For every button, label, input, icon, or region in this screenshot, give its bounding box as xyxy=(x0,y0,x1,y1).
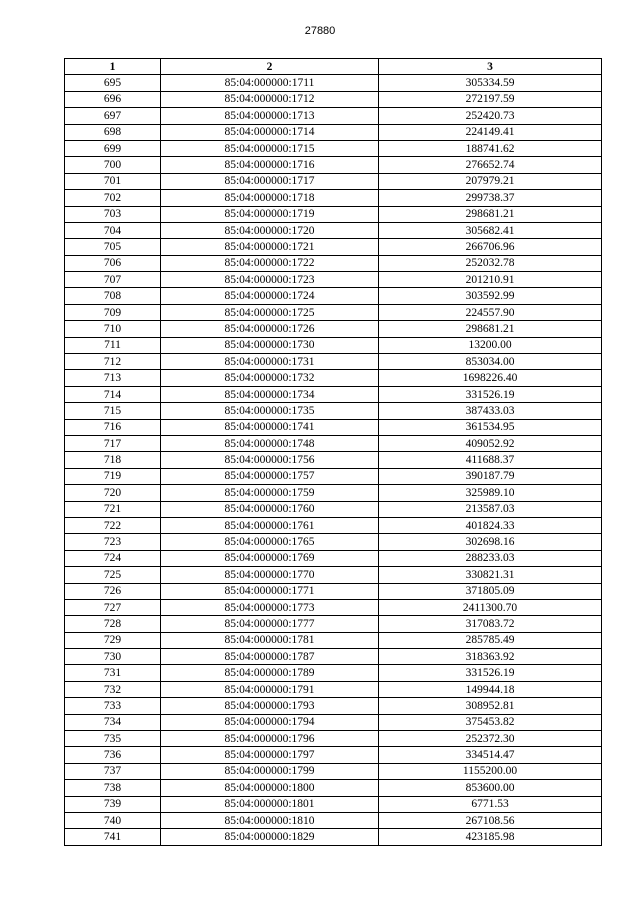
row-number-cell: 732 xyxy=(65,681,161,697)
value-cell: 334514.47 xyxy=(379,747,602,763)
value-cell: 298681.21 xyxy=(379,321,602,337)
cadastral-number-cell: 85:04:000000:1777 xyxy=(161,616,379,632)
value-cell: 853034.00 xyxy=(379,354,602,370)
table-row xyxy=(65,550,602,566)
row-number-cell: 727 xyxy=(65,599,161,615)
cadastral-number-cell: 85:04:000000:1801 xyxy=(161,796,379,812)
row-number-cell: 726 xyxy=(65,583,161,599)
table-row xyxy=(65,452,602,468)
table-row xyxy=(65,468,602,484)
cadastral-number-cell: 85:04:000000:1810 xyxy=(161,812,379,828)
table-row xyxy=(65,222,602,238)
row-number-cell: 703 xyxy=(65,206,161,222)
table-row xyxy=(65,665,602,681)
value-cell: 252032.78 xyxy=(379,255,602,271)
row-number-cell: 708 xyxy=(65,288,161,304)
table-header-row xyxy=(65,59,602,75)
table-row xyxy=(65,304,602,320)
table-row xyxy=(65,812,602,828)
value-cell: 331526.19 xyxy=(379,386,602,402)
cadastral-number-cell: 85:04:000000:1760 xyxy=(161,501,379,517)
table-row xyxy=(65,698,602,714)
row-number-cell: 705 xyxy=(65,239,161,255)
value-cell: 853600.00 xyxy=(379,780,602,796)
row-number-cell: 712 xyxy=(65,354,161,370)
value-cell: 318363.92 xyxy=(379,649,602,665)
table-row xyxy=(65,681,602,697)
cadastral-number-cell: 85:04:000000:1781 xyxy=(161,632,379,648)
row-number-cell: 720 xyxy=(65,485,161,501)
value-cell: 285785.49 xyxy=(379,632,602,648)
row-number-cell: 714 xyxy=(65,386,161,402)
table-body xyxy=(65,75,602,845)
table-row xyxy=(65,272,602,288)
row-number-cell: 719 xyxy=(65,468,161,484)
row-number-cell: 741 xyxy=(65,829,161,845)
value-cell: 308952.81 xyxy=(379,698,602,714)
value-cell: 361534.95 xyxy=(379,419,602,435)
value-cell: 13200.00 xyxy=(379,337,602,353)
table-row xyxy=(65,206,602,222)
row-number-cell: 740 xyxy=(65,812,161,828)
value-cell: 1155200.00 xyxy=(379,763,602,779)
row-number-cell: 724 xyxy=(65,550,161,566)
value-cell: 272197.59 xyxy=(379,91,602,107)
value-cell: 267108.56 xyxy=(379,812,602,828)
cadastral-number-cell: 85:04:000000:1773 xyxy=(161,599,379,615)
cadastral-number-cell: 85:04:000000:1711 xyxy=(161,75,379,91)
row-number-cell: 731 xyxy=(65,665,161,681)
table-row xyxy=(65,321,602,337)
value-cell: 224557.90 xyxy=(379,304,602,320)
cadastral-number-cell: 85:04:000000:1796 xyxy=(161,731,379,747)
value-cell: 288233.03 xyxy=(379,550,602,566)
table-row xyxy=(65,649,602,665)
row-number-cell: 736 xyxy=(65,747,161,763)
row-number-cell: 721 xyxy=(65,501,161,517)
table-row xyxy=(65,616,602,632)
row-number-cell: 729 xyxy=(65,632,161,648)
row-number-cell: 713 xyxy=(65,370,161,386)
value-cell: 2411300.70 xyxy=(379,599,602,615)
cadastral-number-cell: 85:04:000000:1800 xyxy=(161,780,379,796)
value-cell: 252420.73 xyxy=(379,108,602,124)
row-number-cell: 716 xyxy=(65,419,161,435)
cadastral-number-cell: 85:04:000000:1726 xyxy=(161,321,379,337)
cadastral-number-cell: 85:04:000000:1718 xyxy=(161,190,379,206)
value-cell: 1698226.40 xyxy=(379,370,602,386)
table-row xyxy=(65,763,602,779)
table-row xyxy=(65,534,602,550)
value-cell: 387433.03 xyxy=(379,403,602,419)
cadastral-number-cell: 85:04:000000:1735 xyxy=(161,403,379,419)
cadastral-number-cell: 85:04:000000:1769 xyxy=(161,550,379,566)
table-row xyxy=(65,599,602,615)
value-cell: 201210.91 xyxy=(379,272,602,288)
row-number-cell: 702 xyxy=(65,190,161,206)
row-number-cell: 739 xyxy=(65,796,161,812)
row-number-cell: 738 xyxy=(65,780,161,796)
cadastral-number-cell: 85:04:000000:1715 xyxy=(161,140,379,156)
table-row xyxy=(65,255,602,271)
cadastral-number-cell: 85:04:000000:1720 xyxy=(161,222,379,238)
row-number-cell: 711 xyxy=(65,337,161,353)
value-cell: 305682.41 xyxy=(379,222,602,238)
table-row xyxy=(65,108,602,124)
cadastral-number-cell: 85:04:000000:1731 xyxy=(161,354,379,370)
cadastral-number-cell: 85:04:000000:1791 xyxy=(161,681,379,697)
table-row xyxy=(65,173,602,189)
cadastral-number-cell: 85:04:000000:1829 xyxy=(161,829,379,845)
row-number-cell: 707 xyxy=(65,272,161,288)
cadastral-number-cell: 85:04:000000:1721 xyxy=(161,239,379,255)
value-cell: 325989.10 xyxy=(379,485,602,501)
cadastral-number-cell: 85:04:000000:1799 xyxy=(161,763,379,779)
row-number-cell: 717 xyxy=(65,435,161,451)
table-row xyxy=(65,829,602,845)
column-header-3: 3 xyxy=(379,59,602,75)
row-number-cell: 698 xyxy=(65,124,161,140)
cadastral-number-cell: 85:04:000000:1712 xyxy=(161,91,379,107)
value-cell: 331526.19 xyxy=(379,665,602,681)
value-cell: 423185.98 xyxy=(379,829,602,845)
cadastral-number-cell: 85:04:000000:1771 xyxy=(161,583,379,599)
row-number-cell: 701 xyxy=(65,173,161,189)
row-number-cell: 730 xyxy=(65,649,161,665)
cadastral-number-cell: 85:04:000000:1734 xyxy=(161,386,379,402)
cadastral-number-cell: 85:04:000000:1714 xyxy=(161,124,379,140)
column-header-1: 1 xyxy=(65,59,161,75)
cadastral-number-cell: 85:04:000000:1756 xyxy=(161,452,379,468)
cadastral-number-cell: 85:04:000000:1730 xyxy=(161,337,379,353)
row-number-cell: 706 xyxy=(65,255,161,271)
table-row xyxy=(65,157,602,173)
cadastral-number-cell: 85:04:000000:1723 xyxy=(161,272,379,288)
value-cell: 411688.37 xyxy=(379,452,602,468)
cadastral-number-cell: 85:04:000000:1748 xyxy=(161,435,379,451)
cadastral-number-cell: 85:04:000000:1759 xyxy=(161,485,379,501)
value-cell: 276652.74 xyxy=(379,157,602,173)
table-row xyxy=(65,796,602,812)
table-row xyxy=(65,747,602,763)
column-header-2: 2 xyxy=(161,59,379,75)
table-row xyxy=(65,731,602,747)
cadastral-number-cell: 85:04:000000:1761 xyxy=(161,517,379,533)
table-row xyxy=(65,567,602,583)
page-number: 27880 xyxy=(304,25,336,37)
row-number-cell: 696 xyxy=(65,91,161,107)
value-cell: 266706.96 xyxy=(379,239,602,255)
cadastral-number-cell: 85:04:000000:1719 xyxy=(161,206,379,222)
cadastral-number-cell: 85:04:000000:1765 xyxy=(161,534,379,550)
table-row xyxy=(65,583,602,599)
value-cell: 213587.03 xyxy=(379,501,602,517)
value-cell: 375453.82 xyxy=(379,714,602,730)
cadastral-number-cell: 85:04:000000:1741 xyxy=(161,419,379,435)
value-cell: 149944.18 xyxy=(379,681,602,697)
cadastral-number-cell: 85:04:000000:1732 xyxy=(161,370,379,386)
cadastral-number-cell: 85:04:000000:1794 xyxy=(161,714,379,730)
cadastral-number-cell: 85:04:000000:1713 xyxy=(161,108,379,124)
table-row xyxy=(65,485,602,501)
table-row xyxy=(65,780,602,796)
cadastral-number-cell: 85:04:000000:1757 xyxy=(161,468,379,484)
row-number-cell: 728 xyxy=(65,616,161,632)
cadastral-number-cell: 85:04:000000:1789 xyxy=(161,665,379,681)
row-number-cell: 710 xyxy=(65,321,161,337)
row-number-cell: 725 xyxy=(65,567,161,583)
data-table xyxy=(64,58,602,846)
value-cell: 401824.33 xyxy=(379,517,602,533)
value-cell: 371805.09 xyxy=(379,583,602,599)
value-cell: 409052.92 xyxy=(379,435,602,451)
value-cell: 6771.53 xyxy=(379,796,602,812)
cadastral-number-cell: 85:04:000000:1717 xyxy=(161,173,379,189)
table-row xyxy=(65,714,602,730)
value-cell: 330821.31 xyxy=(379,567,602,583)
row-number-cell: 735 xyxy=(65,731,161,747)
cadastral-number-cell: 85:04:000000:1725 xyxy=(161,304,379,320)
table-row xyxy=(65,124,602,140)
value-cell: 188741.62 xyxy=(379,140,602,156)
table-row xyxy=(65,190,602,206)
row-number-cell: 699 xyxy=(65,140,161,156)
cadastral-number-cell: 85:04:000000:1787 xyxy=(161,649,379,665)
row-number-cell: 733 xyxy=(65,698,161,714)
value-cell: 305334.59 xyxy=(379,75,602,91)
table-row xyxy=(65,140,602,156)
value-cell: 224149.41 xyxy=(379,124,602,140)
table-row xyxy=(65,91,602,107)
table-row xyxy=(65,632,602,648)
table-row xyxy=(65,501,602,517)
row-number-cell: 709 xyxy=(65,304,161,320)
value-cell: 303592.99 xyxy=(379,288,602,304)
cadastral-number-cell: 85:04:000000:1722 xyxy=(161,255,379,271)
table-row xyxy=(65,419,602,435)
table-row xyxy=(65,239,602,255)
row-number-cell: 697 xyxy=(65,108,161,124)
value-cell: 207979.21 xyxy=(379,173,602,189)
value-cell: 298681.21 xyxy=(379,206,602,222)
table-row xyxy=(65,354,602,370)
row-number-cell: 715 xyxy=(65,403,161,419)
value-cell: 299738.37 xyxy=(379,190,602,206)
row-number-cell: 695 xyxy=(65,75,161,91)
row-number-cell: 723 xyxy=(65,534,161,550)
table-row xyxy=(65,435,602,451)
cadastral-number-cell: 85:04:000000:1793 xyxy=(161,698,379,714)
row-number-cell: 700 xyxy=(65,157,161,173)
row-number-cell: 734 xyxy=(65,714,161,730)
table-row xyxy=(65,517,602,533)
table-row xyxy=(65,386,602,402)
value-cell: 302698.16 xyxy=(379,534,602,550)
table-row xyxy=(65,288,602,304)
cadastral-number-cell: 85:04:000000:1770 xyxy=(161,567,379,583)
table-row xyxy=(65,75,602,91)
row-number-cell: 722 xyxy=(65,517,161,533)
row-number-cell: 718 xyxy=(65,452,161,468)
table-row xyxy=(65,403,602,419)
cadastral-number-cell: 85:04:000000:1716 xyxy=(161,157,379,173)
value-cell: 317083.72 xyxy=(379,616,602,632)
cadastral-number-cell: 85:04:000000:1797 xyxy=(161,747,379,763)
table-row xyxy=(65,337,602,353)
cadastral-number-cell: 85:04:000000:1724 xyxy=(161,288,379,304)
value-cell: 252372.30 xyxy=(379,731,602,747)
row-number-cell: 737 xyxy=(65,763,161,779)
table-row xyxy=(65,370,602,386)
value-cell: 390187.79 xyxy=(379,468,602,484)
row-number-cell: 704 xyxy=(65,222,161,238)
